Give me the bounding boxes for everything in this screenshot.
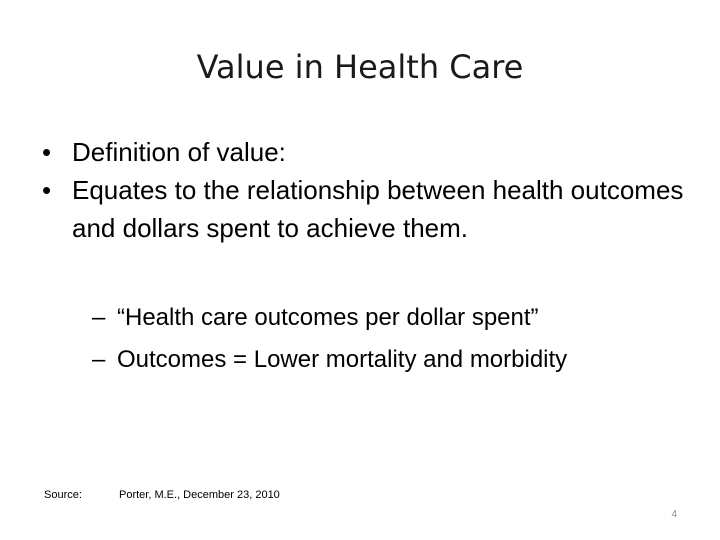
sub-bullet-text: “Health care outcomes per dollar spent” bbox=[117, 304, 539, 331]
source-citation: Porter, M.E., December 23, 2010 bbox=[119, 489, 280, 501]
sub-bullet-text: Outcomes = Lower mortality and morbidity bbox=[117, 346, 568, 373]
sub-bullet-item bbox=[92, 297, 692, 339]
bullet-text: Definition of value: bbox=[72, 137, 286, 167]
bullet-list bbox=[42, 133, 692, 247]
sub-bullet-marker: – bbox=[92, 304, 106, 331]
page-number: 4 bbox=[671, 509, 677, 520]
bullet-marker: • bbox=[42, 175, 52, 205]
bullet-item bbox=[42, 171, 692, 247]
sub-bullet-marker: – bbox=[92, 346, 106, 373]
bullet-item bbox=[42, 133, 692, 171]
bullet-marker: • bbox=[42, 137, 52, 167]
slide-title: Value in Health Care bbox=[196, 48, 524, 86]
sub-bullet-item bbox=[92, 339, 692, 381]
source-label: Source: bbox=[44, 489, 82, 501]
bullet-text: Equates to the relationship between health outcomes and dollars spent to achieve them. bbox=[72, 175, 684, 243]
sub-bullet-list bbox=[92, 297, 692, 381]
